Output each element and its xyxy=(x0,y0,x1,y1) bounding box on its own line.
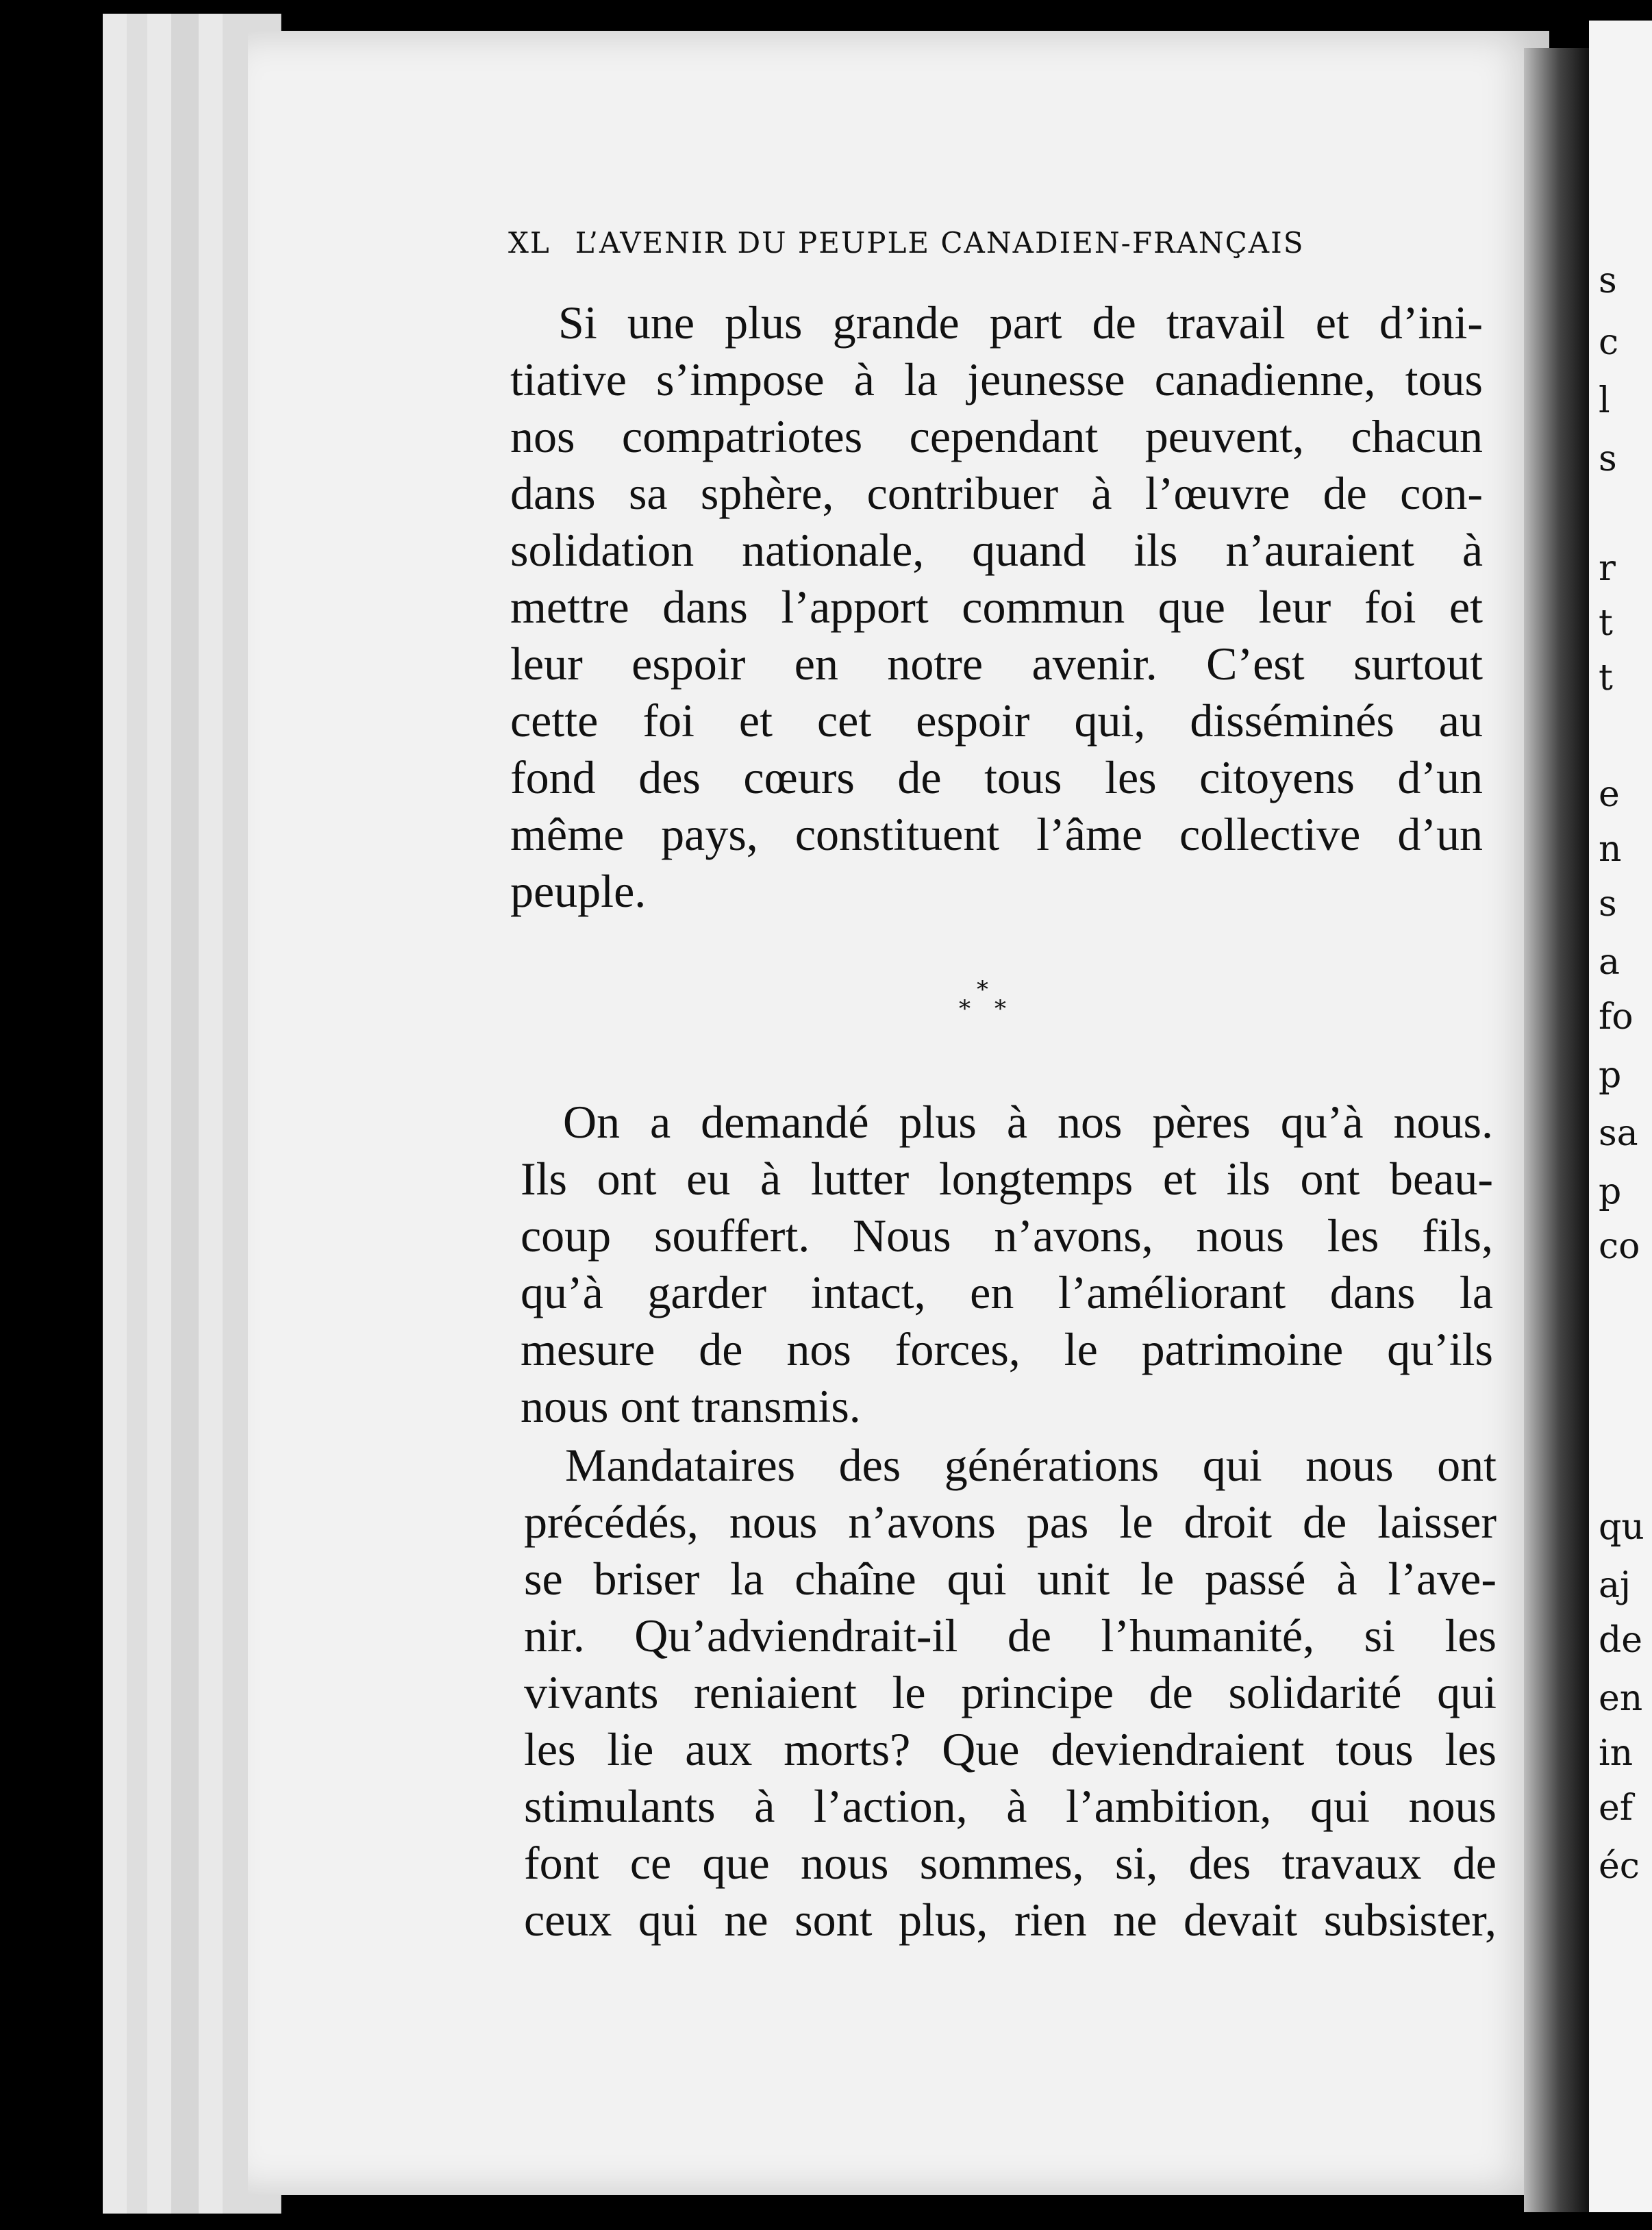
facing-page-text-fragment: r xyxy=(1599,548,1616,589)
asterism-star: * xyxy=(994,995,1006,1023)
text-line: nos compatriotes cependant peuvent, chacun xyxy=(510,410,1483,462)
text-line: précédés, nous n’avons pas le droit de laisser xyxy=(524,1496,1497,1548)
running-head xyxy=(508,226,1385,260)
text-line: se briser la chaîne qui unit le passé à l’ave- xyxy=(524,1553,1497,1605)
facing-page-fragment xyxy=(1589,21,1652,2212)
text-line: coup souffert. Nous n’avons, nous les fils, xyxy=(521,1210,1493,1262)
text-line: On a demandé plus à nos pères qu’à nous. xyxy=(563,1096,1493,1148)
facing-page-text-fragment: fo xyxy=(1599,997,1634,1038)
asterism-star: * xyxy=(977,976,988,1003)
facing-page-text-fragment: sa xyxy=(1599,1113,1638,1154)
facing-page-text-fragment: éc xyxy=(1599,1846,1640,1887)
section-break-asterism xyxy=(952,976,1014,1024)
facing-page-text-fragment: co xyxy=(1599,1226,1640,1267)
text-line: Si une plus grande part de travail et d’ini- xyxy=(558,297,1483,349)
paragraph-3 xyxy=(524,1437,1497,1949)
facing-page-text-fragment: l xyxy=(1599,380,1610,421)
facing-page-text-fragment: en xyxy=(1599,1678,1643,1719)
paragraph-2 xyxy=(521,1094,1493,1435)
text-line: nous ont transmis. xyxy=(521,1380,861,1432)
facing-page-text-fragment: aj xyxy=(1599,1565,1631,1606)
facing-page-text-fragment: ef xyxy=(1599,1788,1634,1829)
facing-page-text-fragment: t xyxy=(1599,603,1613,644)
facing-page-text-fragment: e xyxy=(1599,774,1620,815)
text-line: les lie aux morts? Que deviendraient tous les xyxy=(524,1723,1497,1775)
text-line: Mandataires des générations qui nous ont xyxy=(565,1439,1497,1491)
facing-page-text-fragment: n xyxy=(1599,829,1622,870)
facing-page-text-fragment: s xyxy=(1599,884,1617,925)
facing-page-text-fragment: a xyxy=(1599,942,1620,983)
facing-page-text-fragment: t xyxy=(1599,657,1613,699)
asterism-star: * xyxy=(959,995,971,1023)
text-line: même pays, constituent l’âme collective d’un xyxy=(510,808,1483,860)
facing-page-text-fragment: c xyxy=(1599,322,1619,363)
facing-page-text-fragment: p xyxy=(1599,1171,1622,1212)
text-line: stimulants à l’action, à l’ambition, qui nous xyxy=(524,1780,1497,1832)
text-line: solidation nationale, quand ils n’auraient à xyxy=(510,524,1483,576)
facing-page-text-fragment: qu xyxy=(1599,1507,1644,1548)
text-line: dans sa sphère, contribuer à l’œuvre de con- xyxy=(510,467,1483,519)
facing-page-text-fragment: de xyxy=(1599,1620,1643,1661)
facing-page-text-fragment: s xyxy=(1599,438,1617,479)
text-line: mettre dans l’apport commun que leur foi et xyxy=(510,581,1483,633)
facing-page-text-fragment: s xyxy=(1599,260,1617,301)
paragraph-1 xyxy=(510,295,1483,920)
page-number: XL xyxy=(508,226,551,260)
facing-page-text-fragment: p xyxy=(1599,1055,1622,1096)
text-line: qu’à garder intact, en l’améliorant dans la xyxy=(521,1266,1493,1318)
text-line: fond des cœurs de tous les citoyens d’un xyxy=(510,751,1483,803)
text-line: Ils ont eu à lutter longtemps et ils ont beau- xyxy=(521,1153,1493,1205)
text-line: font ce que nous sommes, si, des travaux de xyxy=(524,1837,1497,1889)
text-line: peuple. xyxy=(510,865,647,917)
book-title: L’AVENIR DU PEUPLE CANADIEN-FRANÇAIS xyxy=(575,226,1305,260)
text-line: tiative s’impose à la jeunesse canadienne, tous xyxy=(510,353,1483,405)
text-line: nir. Qu’adviendrait-il de l’humanité, si les xyxy=(524,1609,1497,1662)
text-line: vivants reniaient le principe de solidarité qui xyxy=(524,1666,1497,1718)
text-line: ceux qui ne sont plus, rien ne devait subsister, xyxy=(524,1894,1497,1946)
text-line: mesure de nos forces, le patrimoine qu’ils xyxy=(521,1323,1493,1375)
text-line: cette foi et cet espoir qui, disséminés au xyxy=(510,694,1483,747)
text-line: leur espoir en notre avenir. C’est surtout xyxy=(510,638,1483,690)
facing-page-text-fragment: in xyxy=(1599,1733,1634,1774)
page-gutter-shadow xyxy=(1524,48,1589,2212)
